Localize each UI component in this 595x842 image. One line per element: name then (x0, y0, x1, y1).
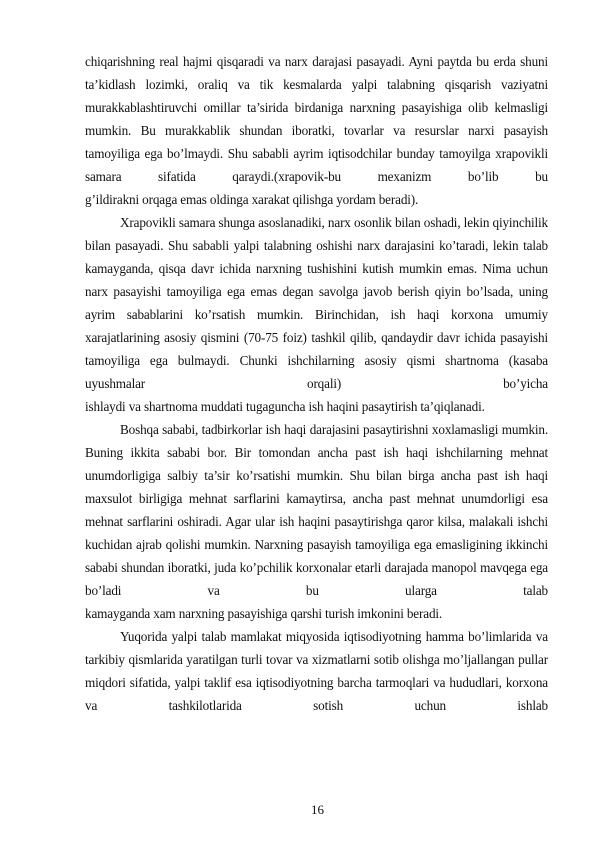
paragraph-3 (85, 418, 548, 625)
paragraph-1-last-line: g’ildirakni orqaga emas oldinga xarakat qilishga yordam beradi). (85, 192, 419, 207)
paragraph-1-body: chiqarishning real hajmi qisqaradi va narx darajasi pasayadi. Ayni paytda bu erda shuni ta’kidlash lozimki, oraliq va tik kesmalarda yalpi talabning qisqarish vaziyatni murakkablashtiruvchi omillar ta’sirida birdaniga narxning pasayishiga olib kelmasligi mumkin. Bu murakkablik shundan iboratki, tovarlar va resurslar narxi pasayish tamoyiliga ega bo’lmaydi. Shu sababli ayrim iqtisodchilar bunday tamoyilga xrapovikli samara sifatida qaraydi.(xrapovik-bu mexanizm bo’lib bu (85, 54, 548, 184)
paragraph-2-last-line: ishlaydi va shartnoma muddati tugaguncha ish haqini pasaytirish ta’qiqlanadi. (85, 399, 485, 414)
document-page (85, 50, 548, 717)
paragraph-2-body: Xrapovikli samara shunga asoslanadiki, narx osonlik bilan oshadi, lekin qiyinchilik bilan pasayadi. Shu sababli yalpi talabning oshishi narx darajasini ko’taradi, lekin talab kamayganda, qisqa davr ichida narxning tushishini kutish mumkin emas. Nima uchun narx pasayishi tamoyiliga ega emas degan savolga javob berish qiyin bo’lsada, uning ayrim sabablarini ko’rsatish mumkin. Birinchidan, ish haqi korxona umumiy xarajatlarining asosiy qismini (70-75 foiz) tashkil qilib, qandaydir davr ichida pasayishi tamoyiliga ega bulmaydi. Chunki ishchilarning asosiy qismi shartnoma (kasaba uyushmalar orqali) bo’yicha (85, 215, 548, 391)
page-number: 16 (311, 802, 324, 817)
paragraph-4-body: Yuqorida yalpi talab mamlakat miqyosida iqtisodiyotning hamma bo’limlarida va tarkibiy qismlarida yaratilgan turli tovar va xizmatlarni sotib olishga mo’ljallangan pullar miqdori sifatida, yalpi taklif esa iqtisodiyotning barcha tarmoqlari va hududlari, korxona va tashkilotlarida sotish uchun ishlab (85, 629, 548, 713)
paragraph-4 (85, 625, 548, 717)
paragraph-1 (85, 50, 548, 211)
paragraph-3-last-line: kamayganda xam narxning pasayishiga qarshi turish imkonini beradi. (85, 606, 443, 621)
paragraph-2 (85, 211, 548, 418)
paragraph-3-body: Boshqa sababi, tadbirkorlar ish haqi darajasini pasaytirishni xoxlamasligi mumkin. Buning ikkita sababi bor. Bir tomondan ancha past ish haqi ishchilarning mehnat unumdorligiga salbiy ta’sir ko’rsatishi mumkin. Shu bilan birga ancha past ish haqi maxsulot birligiga mehnat sarflarini kamaytirsa, ancha past mehnat unumdorligi esa mehnat sarflarini oshiradi. Agar ular ish haqini pasaytirishga qaror kilsa, malakali ishchi kuchidan ajrab qolishi mumkin. Narxning pasayish tamoyiliga ega emasligining ikkinchi sababi shundan iboratki, juda ko’pchilik korxonalar etarli darajada manopol mavqega ega bo’ladi va bu ularga talab (85, 422, 548, 598)
